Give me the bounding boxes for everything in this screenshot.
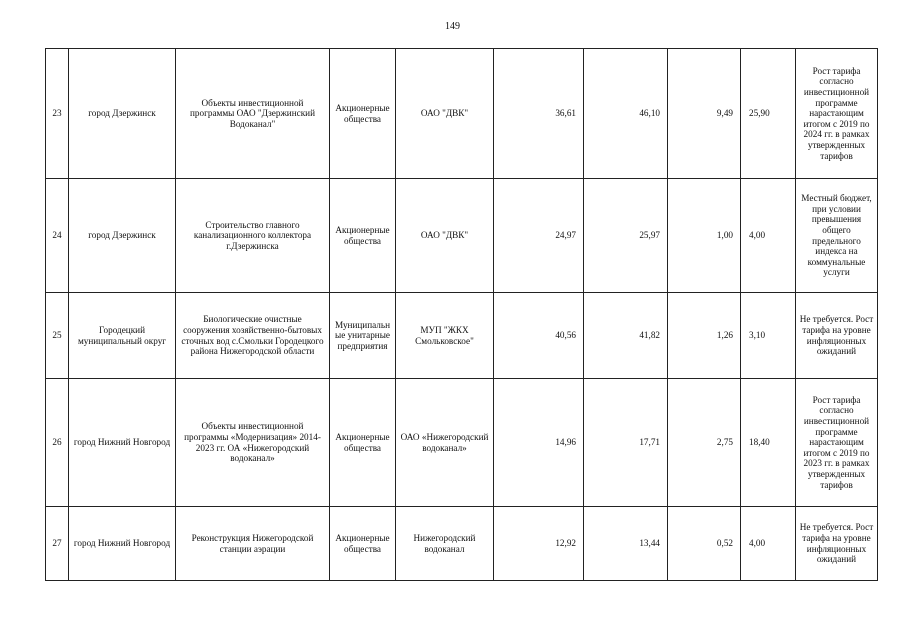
value-1-cell: 12,92 [494,507,584,581]
row-number: 23 [46,49,69,179]
note-cell: Местный бюджет, при условии превышения общего предельного индекса на коммунальные услуги [796,179,878,293]
value-1-cell: 24,97 [494,179,584,293]
value-4-cell: 4,00 [741,179,796,293]
value-4-cell: 4,00 [741,507,796,581]
note-cell: Рост тарифа согласно инвестиционной программе нарастающим итогом с 2019 по 2024 гг. в рамках утвержденных тарифов [796,49,878,179]
value-2-cell: 17,71 [584,379,668,507]
org-form-cell: Акционерные общества [330,379,396,507]
table-row [46,179,878,293]
value-3-cell: 1,26 [668,293,741,379]
object-cell: Объекты инвестиционной программы ОАО "Дзержинский Водоканал" [176,49,330,179]
value-1-cell: 36,61 [494,49,584,179]
value-1-cell: 40,56 [494,293,584,379]
object-cell: Биологические очистные сооружения хозяйственно-бытовых сточных вод с.Смольки Городецкого района Нижегородской области [176,293,330,379]
row-number: 24 [46,179,69,293]
org-form-cell: Муниципальные унитарные предприятия [330,293,396,379]
organization-cell: ОАО "ДВК" [396,179,494,293]
row-number: 25 [46,293,69,379]
table-row [46,293,878,379]
value-2-cell: 41,82 [584,293,668,379]
organization-cell: МУП "ЖКХ Смольковское" [396,293,494,379]
note-cell: Рост тарифа согласно инвестиционной программе нарастающим итогом с 2019 по 2023 гг. в рамках утвержденных тарифов [796,379,878,507]
org-form-cell: Акционерные общества [330,507,396,581]
territory-cell: город Нижний Новгород [69,379,176,507]
table-row [46,507,878,581]
value-3-cell: 2,75 [668,379,741,507]
object-cell: Строительство главного канализационного коллектора г.Дзержинска [176,179,330,293]
object-cell: Объекты инвестиционной программы «Модернизация» 2014-2023 гг. ОА «Нижегородский водоканал» [176,379,330,507]
territory-cell: город Нижний Новгород [69,507,176,581]
organization-cell: ОАО «Нижегородский водоканал» [396,379,494,507]
value-2-cell: 46,10 [584,49,668,179]
value-2-cell: 13,44 [584,507,668,581]
note-cell: Не требуется. Рост тарифа на уровне инфляционных ожиданий [796,293,878,379]
table-row [46,49,878,179]
value-3-cell: 9,49 [668,49,741,179]
organization-cell: Нижегородский водоканал [396,507,494,581]
value-3-cell: 0,52 [668,507,741,581]
tariff-table [45,48,878,581]
row-number: 27 [46,507,69,581]
note-cell: Не требуется. Рост тарифа на уровне инфляционных ожиданий [796,507,878,581]
value-2-cell: 25,97 [584,179,668,293]
value-4-cell: 18,40 [741,379,796,507]
row-number: 26 [46,379,69,507]
organization-cell: ОАО "ДВК" [396,49,494,179]
page-number: 149 [445,21,460,32]
object-cell: Реконструкция Нижегородской станции аэрации [176,507,330,581]
value-4-cell: 3,10 [741,293,796,379]
org-form-cell: Акционерные общества [330,49,396,179]
territory-cell: город Дзержинск [69,179,176,293]
territory-cell: Городецкий муниципальный округ [69,293,176,379]
value-4-cell: 25,90 [741,49,796,179]
org-form-cell: Акционерные общества [330,179,396,293]
territory-cell: город Дзержинск [69,49,176,179]
value-3-cell: 1,00 [668,179,741,293]
table-row [46,379,878,507]
value-1-cell: 14,96 [494,379,584,507]
